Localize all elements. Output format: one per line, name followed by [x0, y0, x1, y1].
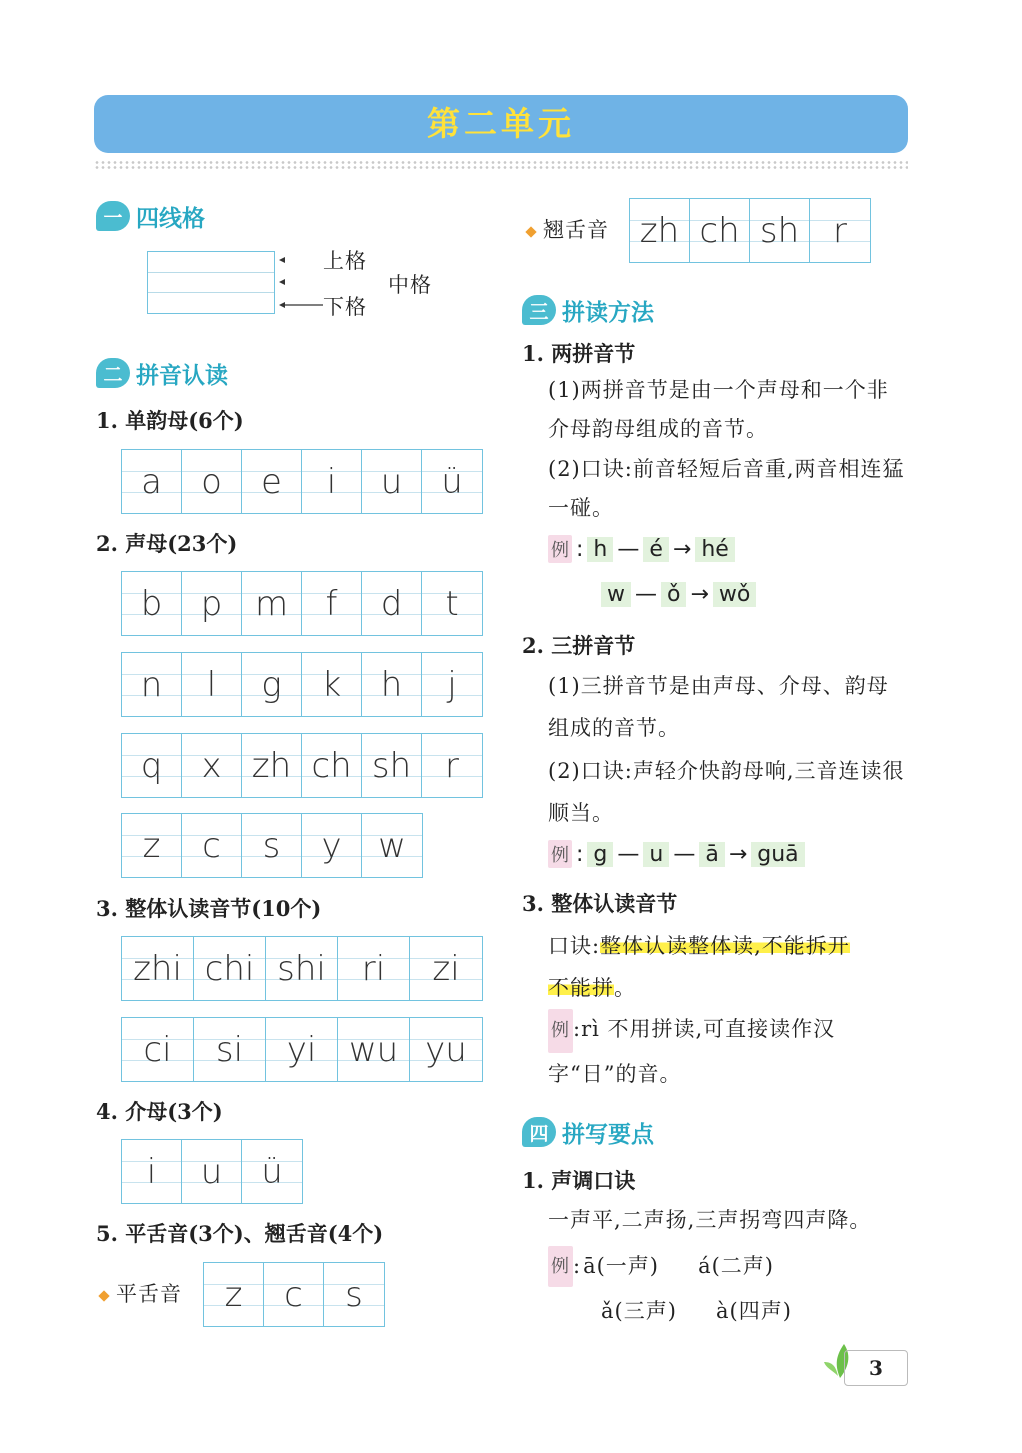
- grid-cell: z: [204, 1263, 264, 1326]
- dash: —: [673, 841, 696, 867]
- subheading: 3. 整体认读音节: [522, 891, 678, 916]
- section-title: 四线格: [136, 205, 205, 232]
- syllable-result: guā: [751, 842, 804, 867]
- example-badge: 例: [548, 1246, 573, 1287]
- whole-syllables-grid-row: [121, 1017, 483, 1082]
- grid-cell: ci: [122, 1018, 194, 1081]
- grid-cell: wu: [338, 1018, 410, 1081]
- grid-cell: ü: [441, 461, 463, 502]
- grid-cell: n: [122, 653, 182, 716]
- grid-cell: ri: [338, 937, 410, 1000]
- grid-cell: p: [182, 572, 242, 635]
- example-paragraph: [548, 1008, 913, 1095]
- grid-cell: zh: [630, 199, 690, 262]
- paragraph: (2)口诀:声轻介快韵母响,三音连读很顺当。: [548, 759, 905, 825]
- syllable-result: hé: [695, 537, 734, 562]
- grid-cell: h: [362, 653, 422, 716]
- diamond-bullet-icon: [525, 226, 536, 237]
- grid-cell: d: [362, 572, 422, 635]
- arrow-icon: →: [690, 582, 709, 607]
- tone-examples-row: [548, 1246, 774, 1287]
- retroflex-label: [527, 211, 609, 250]
- example-badge: 例: [548, 535, 572, 563]
- grid-cell: r: [833, 210, 847, 251]
- grid-cell: z: [122, 814, 182, 877]
- example-row: [548, 840, 805, 868]
- tone-example: ǎ(三声): [601, 1299, 677, 1323]
- whole-syllables-grid-row: [121, 936, 483, 1001]
- label-upper: 上格: [323, 249, 367, 273]
- subheading: 1. 两拼音节: [522, 341, 636, 366]
- grid-cell: g: [242, 653, 302, 716]
- example-row: [548, 535, 735, 563]
- grid-cell: k: [302, 653, 362, 716]
- syllable-result: wǒ: [713, 582, 756, 607]
- subheading: 2. 声母(23个): [96, 531, 238, 556]
- grid-cell: w: [378, 825, 406, 866]
- grid-cell: c: [264, 1263, 324, 1326]
- grid-cell: q: [122, 734, 182, 797]
- section-number-badge: 二: [96, 358, 130, 388]
- example-badge: 例: [548, 840, 572, 868]
- colon: :: [576, 536, 584, 562]
- unit-title: 第二单元: [94, 95, 908, 153]
- syllable-part: w: [601, 582, 631, 607]
- syllable-part: ā: [699, 842, 724, 867]
- medials-grid: [121, 1139, 303, 1204]
- initials-grid-row: [121, 813, 423, 878]
- diamond-bullet-icon: [98, 1290, 109, 1301]
- section-title: 拼写要点: [562, 1121, 654, 1148]
- grid-cell: l: [182, 653, 242, 716]
- rhyme-prefix: 口诀:: [548, 934, 601, 958]
- tone-examples-row: [601, 1292, 792, 1331]
- paragraph: (1)三拼音节是由声母、介母、韵母组成的音节。: [548, 674, 889, 740]
- subheading: 3. 整体认读音节(10个): [96, 896, 322, 921]
- page-number: 3: [844, 1350, 908, 1386]
- grid-cell: ch: [302, 734, 362, 797]
- section-heading-1: [96, 199, 205, 233]
- grid-cell: zhi: [122, 937, 194, 1000]
- dash: —: [617, 841, 640, 867]
- arrow-icon: →: [672, 536, 692, 562]
- grid-cell: e: [242, 450, 302, 513]
- grid-cell: i: [302, 450, 362, 513]
- grid-cell: u: [362, 450, 422, 513]
- grid-cell: f: [302, 572, 362, 635]
- grid-cell: u: [182, 1140, 242, 1203]
- highlighted-text: 整体认读整体读,不能拆开: [600, 934, 850, 958]
- flat-tongue-label: [100, 1275, 182, 1314]
- label-middle: 中格: [388, 273, 432, 297]
- example-text: rì 不用拼读,可直接读作汉字“日”的音。: [548, 1017, 836, 1086]
- subheading: 4. 介母(3个): [96, 1099, 223, 1124]
- section-number-badge: 一: [96, 201, 130, 231]
- tone-example: à(四声): [716, 1299, 792, 1323]
- grid-cell: t: [445, 583, 459, 624]
- section-heading-4: [522, 1115, 654, 1149]
- grid-cell: x: [182, 734, 242, 797]
- grid-cell: m: [242, 572, 302, 635]
- label-text: 翘舌音: [543, 218, 609, 242]
- grid-cell: sh: [750, 199, 810, 262]
- subheading: 1. 声调口诀: [522, 1168, 636, 1193]
- syllable-part: h: [587, 537, 613, 562]
- grid-cell: y: [302, 814, 362, 877]
- section-number-badge: 四: [522, 1117, 556, 1147]
- grid-cell: a: [122, 450, 182, 513]
- pointer-arrows: [275, 250, 325, 316]
- section-heading-2: [96, 356, 228, 390]
- grid-cell: r: [445, 745, 459, 786]
- colon: :: [576, 841, 584, 867]
- grid-cell: zh: [242, 734, 302, 797]
- dotted-divider: [94, 160, 908, 170]
- grid-cell: j: [447, 664, 457, 705]
- subheading: 2. 三拼音节: [522, 633, 636, 658]
- grid-cell: chi: [194, 937, 266, 1000]
- grid-cell: ü: [261, 1151, 283, 1192]
- grid-cell: si: [194, 1018, 266, 1081]
- dash: —: [635, 582, 657, 607]
- subheading: 5. 平舌音(3个)、翘舌音(4个): [96, 1221, 384, 1246]
- tone-example: ā(一声): [583, 1254, 659, 1278]
- syllable-part: ǒ: [661, 582, 686, 607]
- four-line-diagram: [147, 251, 275, 314]
- label-lower: 下格: [323, 295, 367, 319]
- initials-grid-row: [121, 571, 483, 636]
- colon: :: [573, 1017, 582, 1041]
- paragraph: 一声平,二声扬,三声拐弯四声降。: [548, 1208, 872, 1232]
- syllable-part: g: [587, 842, 613, 867]
- paragraph: (1)两拼音节是由一个声母和一个非介母韵母组成的音节。: [548, 378, 889, 441]
- tone-example: á(二声): [698, 1254, 774, 1278]
- dash: —: [617, 536, 640, 562]
- paragraph: (2)口诀:前音轻短后音重,两音相连猛一碰。: [548, 457, 905, 520]
- initials-grid-row: [121, 652, 483, 717]
- highlighted-text: 不能拼: [548, 976, 614, 1000]
- syllable-part: é: [643, 537, 669, 562]
- grid-cell: shi: [266, 937, 338, 1000]
- subheading: 1. 单韵母(6个): [96, 408, 244, 433]
- grid-cell: s: [345, 1274, 363, 1315]
- example-badge: 例: [548, 1009, 573, 1053]
- grid-cell: yu: [425, 1029, 467, 1070]
- colon: :: [573, 1254, 582, 1278]
- section-title: 拼读方法: [562, 299, 654, 326]
- grid-cell: i: [122, 1140, 182, 1203]
- flat-tongue-grid: [203, 1262, 385, 1327]
- grid-cell: o: [182, 450, 242, 513]
- initials-grid-row: [121, 733, 483, 798]
- retroflex-grid: [629, 198, 871, 263]
- section-number-badge: 三: [522, 295, 556, 325]
- grid-cell: ch: [690, 199, 750, 262]
- grid-cell: s: [242, 814, 302, 877]
- grid-cell: yi: [266, 1018, 338, 1081]
- rhyme-paragraph: [548, 925, 913, 1009]
- grid-cell: sh: [362, 734, 422, 797]
- section-heading-3: [522, 293, 654, 327]
- grid-cell: zi: [432, 948, 460, 989]
- label-text: 平舌音: [116, 1282, 182, 1306]
- arrow-icon: →: [728, 841, 748, 867]
- grid-cell: c: [182, 814, 242, 877]
- finals-grid: [121, 449, 483, 514]
- section-title: 拼音认读: [136, 362, 228, 389]
- period: 。: [614, 976, 636, 1000]
- syllable-part: u: [643, 842, 669, 867]
- grid-cell: b: [122, 572, 182, 635]
- example-row: [601, 582, 756, 607]
